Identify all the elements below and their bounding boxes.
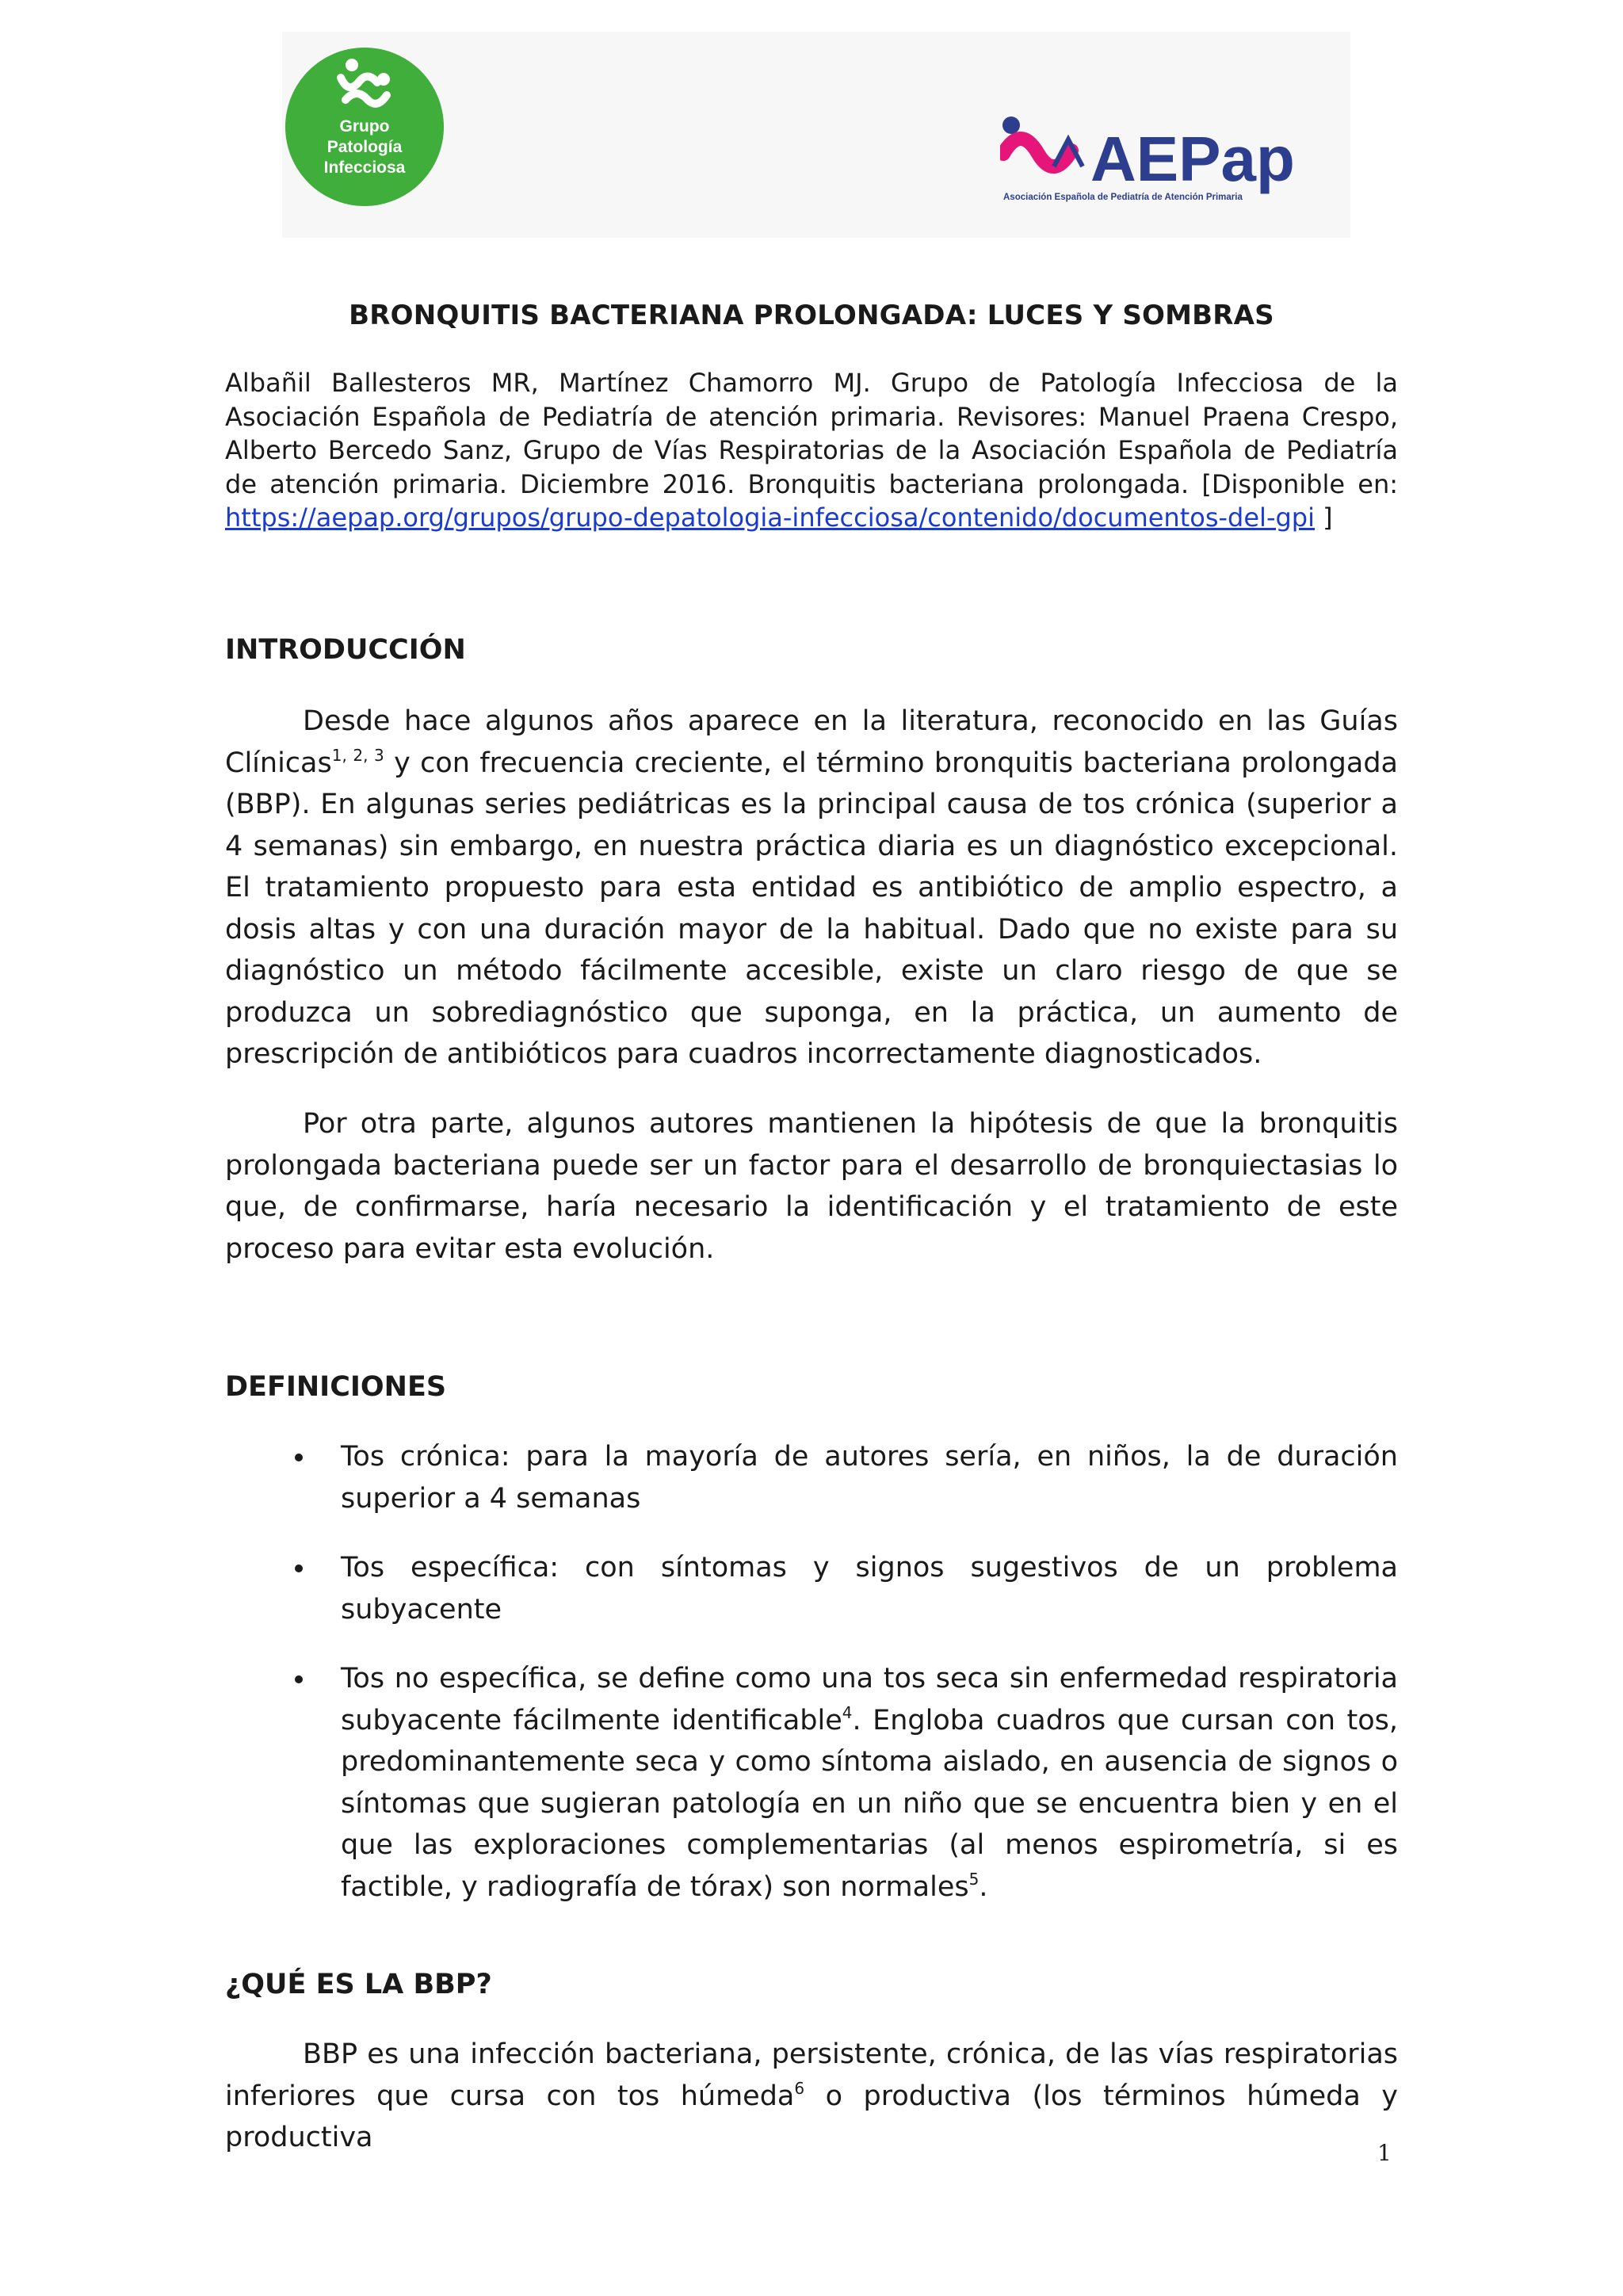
page-number: 1 <box>1377 2140 1392 2166</box>
gpi-logo-line3: Infecciosa <box>323 159 406 177</box>
intro-p1-refs: 1, 2, 3 <box>331 745 384 765</box>
heading-que-es-la-bbp: ¿QUÉ ES LA BBP? <box>225 1969 492 2000</box>
bullet-icon <box>295 1675 303 1683</box>
citation-closing: ] <box>1315 502 1333 533</box>
definition-item-2: Tos específica: con síntomas y signos sugestivos de un problema subyacente <box>341 1552 1398 1626</box>
bullet-icon <box>295 1454 303 1461</box>
gpi-logo-line2: Patología <box>327 138 403 156</box>
aepap-logo-subtitle: Asociación Española de Pediatría de Atención Primaria <box>1003 193 1243 202</box>
what-is-text-a: BBP es una infección bacteriana, persistente, crónica, de las vías respiratorias inferiores que cursa con tos húmeda <box>225 2038 1398 2112</box>
intro-p1-text-a: Desde hace algunos años aparece en la literatura, reconocido en las Guías Clínicas <box>225 705 1398 779</box>
what-is-text-b: o productiva (los términos húmeda y productiva <box>225 2080 1399 2153</box>
definition-item-3-ref-5: 5 <box>968 1869 980 1889</box>
heading-definiciones: DEFINICIONES <box>225 1371 447 1403</box>
definition-item-3-c: . <box>979 1870 988 1903</box>
list-item <box>225 1658 1398 1908</box>
list-item <box>225 1547 1398 1630</box>
heading-introduccion: INTRODUCCIÓN <box>225 634 466 666</box>
what-is-ref-6: 6 <box>794 2078 805 2098</box>
intro-paragraph-1 <box>225 701 1398 1075</box>
intro-p1-text-b: y con frecuencia creciente, el término bronquitis bacteriana prolongada (BBP). En algunas series pediátricas es la principal causa de tos crónica (superior a 4 semanas) sin embargo, en nuestra práctica diaria es un diagnóstico excepcional. El tratamiento propuesto para esta entidad es antibiótico de amplio espectro, a dosis altas y con una duración mayor de la habitual. Dado que no existe para su diagnóstico un método fácilmente accesible, existe un claro riesgo de que se produzca un sobrediagnóstico que suponga, en la práctica, un aumento de prescripción de antibióticos para cuadros incorrectamente diagnosticados. <box>225 747 1399 1070</box>
document-title: BRONQUITIS BACTERIANA PROLONGADA: LUCES Y SOMBRAS <box>349 300 1274 331</box>
list-item <box>225 1436 1398 1519</box>
gpi-logo-line1: Grupo <box>339 117 390 136</box>
grupo-patologia-infecciosa-logo <box>285 43 444 211</box>
citation-link[interactable]: https://aepap.org/grupos/grupo-depatologia-infecciosa/contenido/documentos-del-gpi <box>225 502 1315 533</box>
intro-p2-text: Por otra parte, algunos autores mantienen la hipótesis de que la bronquitis prolongada bacteriana puede ser un factor para el desarrollo de bronquiectasias lo que, de confirmarse, haría necesario la identificación y el tratamiento de este proceso para evitar esta evolución. <box>225 1108 1398 1265</box>
definition-item-3-a: Tos no específica, se define como una tos seca sin enfermedad respiratoria subyacente fácilmente identificable <box>341 1663 1398 1736</box>
citation-text: Albañil Ballesteros MR, Martínez Chamorro MJ. Grupo de Patología Infecciosa de la Asociación Española de Pediatría de atención primaria. Revisores: Manuel Praena Crespo, Alberto Bercedo Sanz, Grupo de Vías Respiratorias de la Asociación Española de Pediatría de atención primaria. Diciembre 2016. Bronquitis bacteriana prolongada. [Disponible en: <box>225 368 1398 499</box>
what-is-paragraph <box>225 2034 1398 2159</box>
definition-item-3-b: . Engloba cuadros que cursan con tos, predominantemente seca y como síntoma aislado, en ausencia de signos o síntomas que sugieran patología en un niño que se encuentra bien y en el que las exploraciones complementarias (al menos espirometría, si es factible, y radiografía de tórax) son normales <box>341 1704 1398 1903</box>
definitions-list <box>225 1436 1398 1935</box>
definition-item-1: Tos crónica: para la mayoría de autores sería, en niños, la de duración superior a 4 semanas <box>341 1441 1398 1515</box>
bullet-icon <box>295 1564 303 1572</box>
definition-item-3-ref-4: 4 <box>842 1702 853 1722</box>
aepap-logo <box>1000 111 1349 206</box>
intro-paragraph-2 <box>225 1103 1398 1270</box>
aepap-logo-name: AEPap <box>1090 124 1295 194</box>
citation <box>225 366 1398 535</box>
